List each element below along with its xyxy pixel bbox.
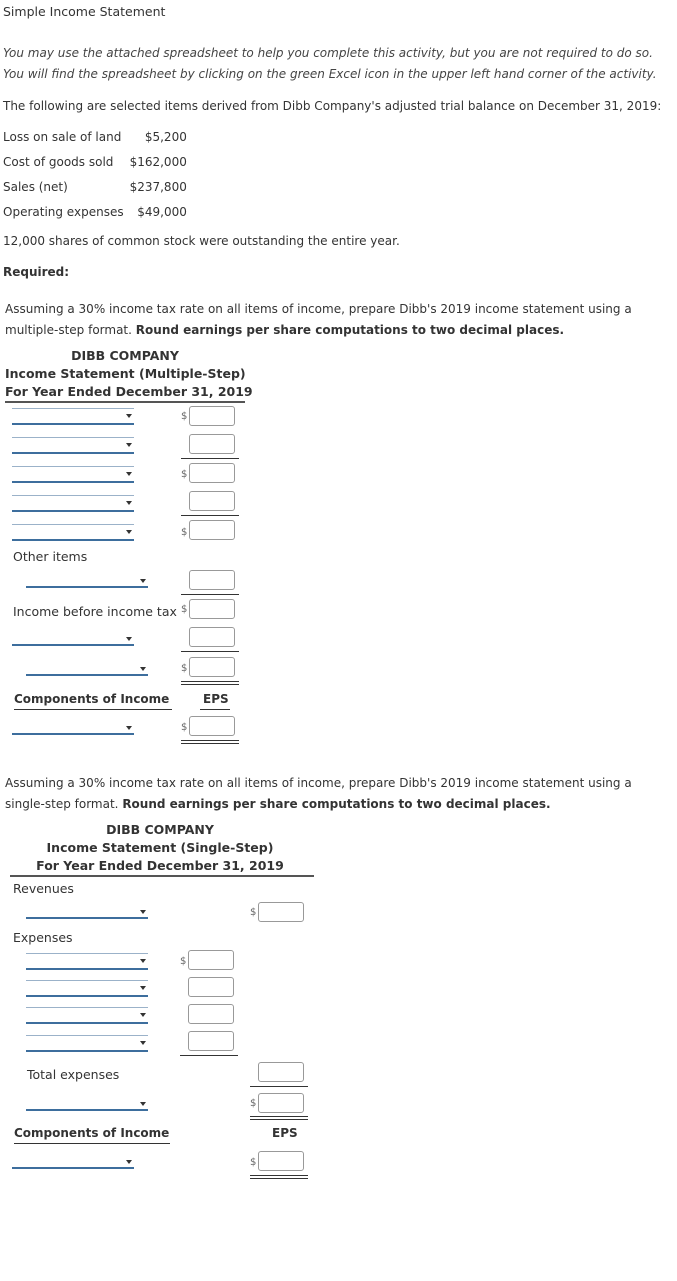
multi-period: For Year Ended December 31, 2019: [5, 384, 253, 399]
table-row: [3, 199, 187, 224]
trial-balance-table: [3, 124, 187, 224]
multi-header-rule: [5, 401, 245, 403]
tax-line-dropdown[interactable]: [12, 632, 134, 646]
tb-label: Sales (net): [3, 179, 68, 194]
income-before-tax-input[interactable]: [189, 599, 235, 619]
total-double-rule: [250, 1175, 308, 1179]
other-item-dropdown[interactable]: [26, 574, 148, 588]
tb-label: Cost of goods sold: [3, 154, 114, 169]
subtotal-rule: [250, 1086, 308, 1087]
expense-input[interactable]: [188, 977, 234, 997]
multi-instr-bold: Round earnings per share computations to two decimal places.: [135, 323, 565, 337]
subtotal-rule: [181, 515, 239, 516]
expense-dropdown[interactable]: [26, 1035, 148, 1052]
subtotal-rule: [181, 651, 239, 652]
table-row: [3, 124, 187, 149]
dollar-sign: $: [181, 722, 188, 733]
eps-component-dropdown[interactable]: [12, 1155, 134, 1169]
total-expenses-input[interactable]: [258, 1062, 304, 1082]
components-of-income-header: Components of Income: [14, 1126, 170, 1140]
total-double-rule: [181, 740, 239, 744]
line-item-dropdown[interactable]: [12, 408, 134, 425]
tb-value: $237,800: [129, 179, 187, 194]
line-item-dropdown[interactable]: [12, 437, 134, 454]
chevron-down-icon: [126, 414, 132, 418]
dollar-sign: $: [181, 604, 188, 615]
line-item-dropdown[interactable]: [12, 524, 134, 541]
net-income-dropdown[interactable]: [26, 1097, 148, 1111]
income-before-tax-label: Income before income tax: [13, 604, 177, 619]
dollar-sign: $: [180, 956, 187, 967]
tb-value: $162,000: [129, 154, 187, 169]
amount-input[interactable]: [189, 406, 235, 426]
chevron-down-icon: [126, 501, 132, 505]
single-period: For Year Ended December 31, 2019: [36, 858, 284, 873]
single-company-name: DIBB COMPANY: [106, 822, 214, 837]
net-income-input[interactable]: [258, 1093, 304, 1113]
chevron-down-icon: [140, 959, 146, 963]
single-instr-bold: Round earnings per share computations to two decimal places.: [122, 797, 551, 811]
total-expenses-label: Total expenses: [27, 1067, 120, 1082]
amount-input[interactable]: [189, 491, 235, 511]
single-instr-format: single-step format.: [5, 797, 119, 811]
net-income-dropdown[interactable]: [26, 662, 148, 676]
expense-dropdown[interactable]: [26, 980, 148, 997]
line-item-dropdown[interactable]: [12, 495, 134, 512]
subtotal-rule: [181, 594, 239, 595]
single-statement-title: Income Statement (Single-Step): [46, 840, 274, 855]
chevron-down-icon: [140, 1013, 146, 1017]
chevron-down-icon: [126, 637, 132, 641]
multi-company-name: DIBB COMPANY: [71, 348, 179, 363]
chevron-down-icon: [140, 1102, 146, 1106]
header-underline: [14, 709, 172, 710]
eps-header: EPS: [272, 1126, 298, 1140]
net-income-input[interactable]: [189, 657, 235, 677]
total-double-rule: [250, 1116, 308, 1120]
revenues-label: Revenues: [13, 881, 74, 896]
total-double-rule: [181, 681, 239, 685]
dollar-sign: $: [250, 907, 257, 918]
dollar-sign: $: [250, 1157, 257, 1168]
eps-header: EPS: [203, 692, 229, 706]
chevron-down-icon: [126, 472, 132, 476]
header-underline: [200, 709, 230, 710]
table-row: [3, 149, 187, 174]
expense-input[interactable]: [188, 1004, 234, 1024]
required-heading: Required:: [3, 265, 70, 279]
lead-text: The following are selected items derived from Dibb Company's adjusted trial balance on December 31, 2019:: [3, 99, 662, 113]
components-of-income-header: Components of Income: [14, 692, 170, 706]
multi-instr-format: multiple-step format.: [5, 323, 132, 337]
expense-dropdown[interactable]: [26, 953, 148, 970]
chevron-down-icon: [140, 1041, 146, 1045]
chevron-down-icon: [140, 667, 146, 671]
eps-input[interactable]: [189, 716, 235, 736]
chevron-down-icon: [140, 910, 146, 914]
revenue-input[interactable]: [258, 902, 304, 922]
page-title: Simple Income Statement: [3, 4, 166, 19]
amount-input[interactable]: [189, 434, 235, 454]
tb-label: Operating expenses: [3, 204, 124, 219]
table-row: [3, 174, 187, 199]
expense-input[interactable]: [188, 1031, 234, 1051]
eps-input[interactable]: [258, 1151, 304, 1171]
chevron-down-icon: [140, 579, 146, 583]
tb-value: $49,000: [137, 204, 187, 219]
expense-dropdown[interactable]: [26, 1007, 148, 1024]
single-header-rule: [10, 875, 314, 877]
chevron-down-icon: [126, 443, 132, 447]
dollar-sign: $: [181, 663, 188, 674]
multi-statement-title: Income Statement (Multiple-Step): [5, 366, 246, 381]
subtotal-rule: [180, 1055, 238, 1056]
dollar-sign: $: [250, 1098, 257, 1109]
chevron-down-icon: [126, 530, 132, 534]
tb-value: $5,200: [144, 129, 187, 144]
line-item-dropdown[interactable]: [12, 466, 134, 483]
expenses-label: Expenses: [13, 930, 73, 945]
amount-input[interactable]: [189, 520, 235, 540]
expense-input[interactable]: [188, 950, 234, 970]
multi-instr-line-1: Assuming a 30% income tax rate on all items of income, prepare Dibb's 2019 income statement using a: [5, 302, 632, 316]
shares-note: 12,000 shares of common stock were outstanding the entire year.: [3, 234, 400, 248]
subtotal-rule: [181, 458, 239, 459]
dollar-sign: $: [181, 411, 188, 422]
chevron-down-icon: [140, 986, 146, 990]
amount-input[interactable]: [189, 627, 235, 647]
amount-input[interactable]: [189, 463, 235, 483]
amount-input[interactable]: [189, 570, 235, 590]
revenue-dropdown[interactable]: [26, 905, 148, 919]
header-underline: [14, 1143, 170, 1144]
dollar-sign: $: [181, 527, 188, 538]
chevron-down-icon: [126, 1160, 132, 1164]
intro-line-2: You will find the spreadsheet by clicking on the green Excel icon in the upper left hand corner of the activity.: [3, 67, 657, 81]
chevron-down-icon: [126, 726, 132, 730]
dollar-sign: $: [181, 469, 188, 480]
other-items-label: Other items: [13, 549, 88, 564]
tb-label: Loss on sale of land: [3, 129, 122, 144]
eps-component-dropdown[interactable]: [12, 721, 134, 735]
intro-line-1: You may use the attached spreadsheet to help you complete this activity, but you are not required to do so.: [3, 46, 653, 60]
single-instr-line-1: Assuming a 30% income tax rate on all items of income, prepare Dibb's 2019 income statement using a: [5, 776, 632, 790]
